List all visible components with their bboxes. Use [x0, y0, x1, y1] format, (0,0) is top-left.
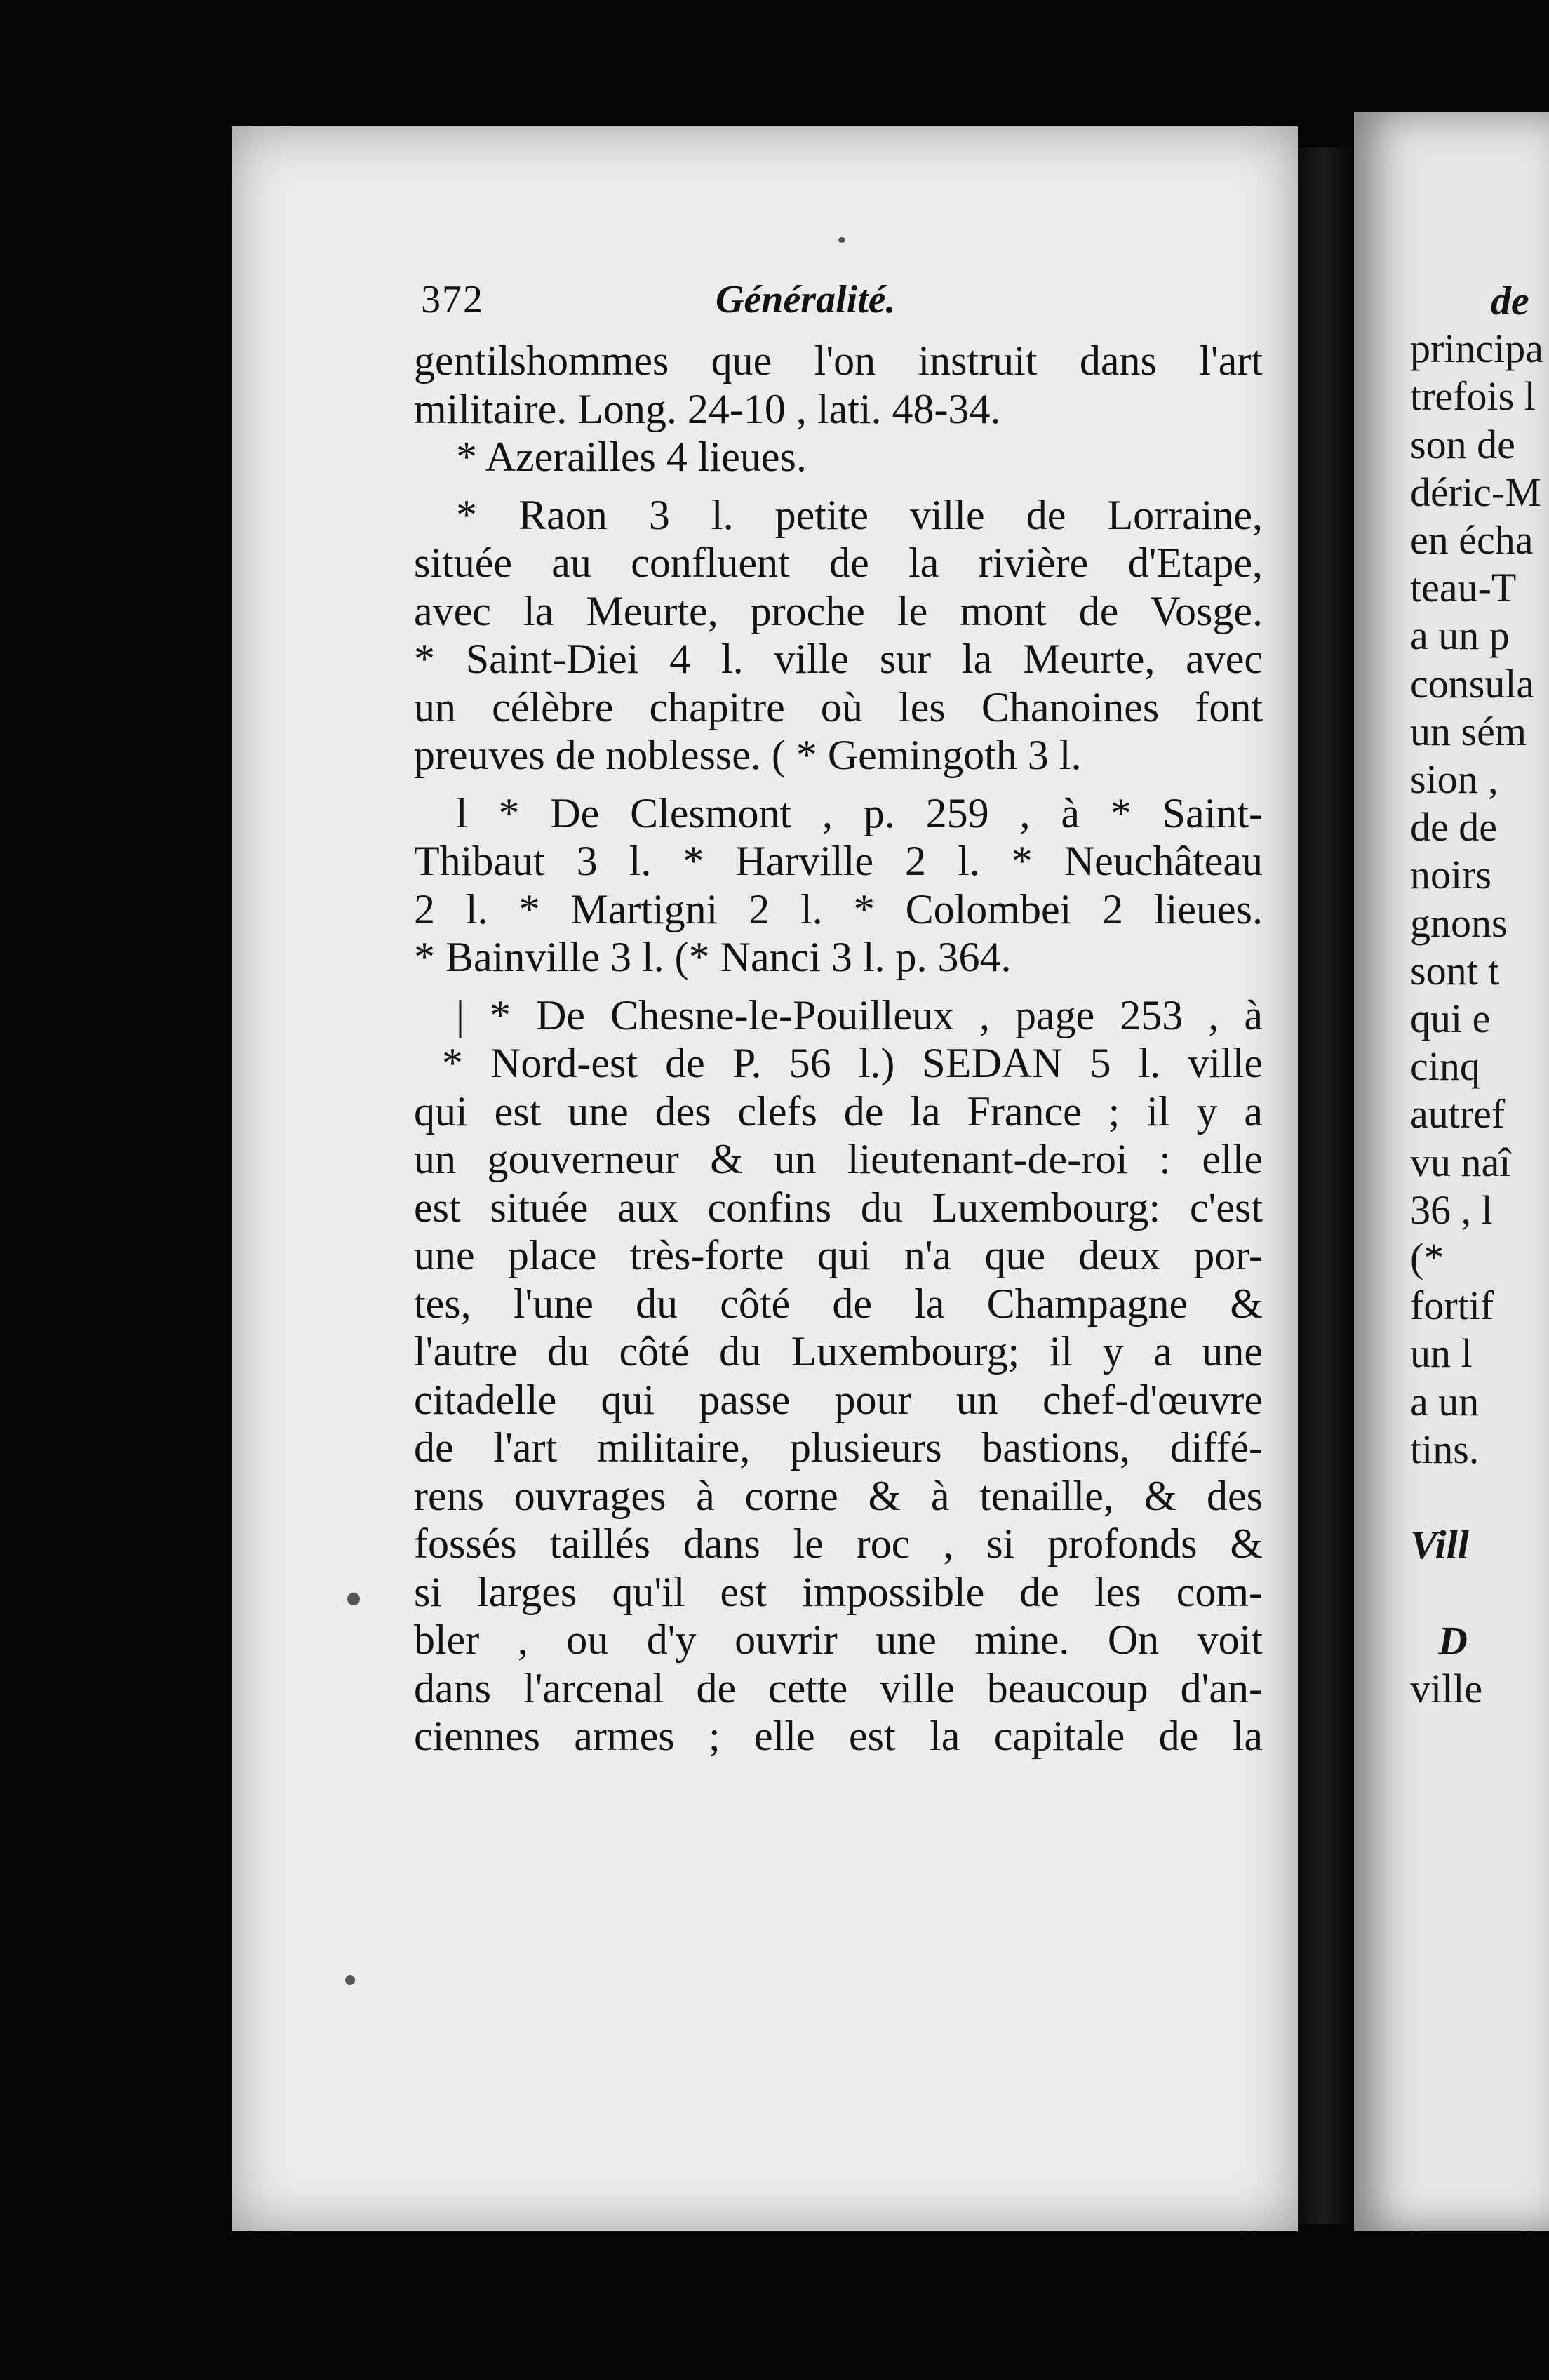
text-line: est située aux confins du Luxembourg: c'est [414, 1184, 1263, 1231]
text-line: principa [1410, 326, 1544, 372]
text-line: consula [1410, 660, 1535, 707]
left-body-text [414, 337, 1263, 1760]
text-line: en écha [1410, 517, 1534, 563]
text-line: * Saint-Diei 4 l. ville sur la Meurte, avec [414, 636, 1263, 682]
text-line: ciennes armes ; elle est la capitale de la [414, 1713, 1263, 1759]
text-line: dans l'arcenal de cette ville beaucoup d'an- [414, 1664, 1263, 1711]
text-line: déric-M [1410, 469, 1541, 515]
right-running-head: de [1491, 278, 1529, 323]
page-number: 372 [421, 278, 484, 321]
text-line: avec la Meurte, proche le mont de Vosge. [414, 587, 1263, 634]
text-line: autref [1410, 1091, 1506, 1137]
text-line: trefois l [1410, 373, 1536, 420]
text-line: sion , [1410, 756, 1498, 803]
text-line: un gouverneur & un lieutenant-de-roi : elle [414, 1136, 1263, 1182]
text-line: un sém [1410, 708, 1527, 754]
right-body-text [1410, 277, 1549, 1713]
text-line: l * De Clesmont , p. 259 , à * Saint- [456, 789, 1263, 836]
text-line: * Bainville 3 l. (* Nanci 3 l. p. 364. [414, 934, 1012, 980]
text-line: * Nord-est de P. 56 l.) SEDAN 5 l. ville [442, 1040, 1263, 1086]
text-line: D [1438, 1617, 1468, 1664]
text-line: sont t [1410, 947, 1500, 994]
text-line: qui est une des clefs de la France ; il y a [414, 1088, 1263, 1135]
scan-speck [345, 1975, 355, 1985]
text-line: teau-T [1410, 565, 1517, 611]
text-line: a un [1410, 1378, 1480, 1424]
text-line: cinq [1410, 1043, 1480, 1090]
text-line: son de [1410, 421, 1515, 467]
text-line: une place très-forte qui n'a que deux por- [414, 1232, 1263, 1278]
text-line: * Azerailles 4 lieues. [456, 434, 807, 480]
scan-speck [347, 1593, 360, 1605]
text-line: militaire. Long. 24-10 , lati. 48-34. [414, 385, 1001, 432]
text-line: (* [1410, 1235, 1444, 1281]
text-line: noirs [1410, 852, 1491, 898]
text-line: gentilshommes que l'on instruit dans l'art [414, 337, 1263, 384]
text-line: si larges qu'il est impossible de les com- [414, 1568, 1263, 1615]
left-running-head [421, 277, 1270, 333]
blank-line [1410, 1569, 1549, 1617]
text-line: a un p [1410, 613, 1510, 659]
text-line: un célèbre chapitre où les Chanoines font [414, 683, 1263, 730]
text-line: preuves de noblesse. ( * Gemingoth 3 l. [414, 732, 1082, 778]
text-line: * Raon 3 l. petite ville de Lorraine, [456, 491, 1263, 538]
text-line: l'autre du côté du Luxembourg; il y a une [414, 1328, 1263, 1375]
text-line: bler , ou d'y ouvrir une mine. On voit [414, 1617, 1263, 1663]
text-line: située au confluent de la rivière d'Etape, [414, 540, 1263, 586]
text-line: rens ouvrages à corne & à tenaille, & des [414, 1472, 1263, 1519]
text-line: Thibaut 3 l. * Harville 2 l. * Neuchâteau [414, 838, 1263, 884]
text-line: 2 l. * Martigni 2 l. * Colombei 2 lieues. [414, 885, 1263, 932]
text-line: un l [1410, 1330, 1473, 1377]
text-line: de de [1410, 804, 1497, 850]
text-line: de l'art militaire, plusieurs bastions, diffé- [414, 1424, 1263, 1471]
book-gutter [1298, 147, 1354, 2224]
text-line: fortif [1410, 1283, 1494, 1329]
text-line: Vill [1410, 1522, 1469, 1568]
running-title: Généralité. [716, 278, 896, 321]
text-line: vu naî [1410, 1139, 1511, 1185]
text-line: gnons [1410, 900, 1508, 946]
text-line: citadelle qui passe pour un chef-d'œuvre [414, 1376, 1263, 1423]
text-line: 36 , l [1410, 1186, 1493, 1233]
text-line: ville [1410, 1665, 1483, 1711]
blank-line [1410, 1473, 1549, 1521]
text-line: tes, l'une du côté de la Champagne & [414, 1280, 1263, 1327]
text-line: tins. [1410, 1426, 1480, 1472]
scan-speck [838, 237, 845, 243]
text-line: qui e [1410, 996, 1491, 1042]
text-line: | * De Chesne-le-Pouilleux , page 253 , à [456, 991, 1263, 1038]
text-line: fossés taillés dans le roc , si profonds & [414, 1520, 1263, 1567]
